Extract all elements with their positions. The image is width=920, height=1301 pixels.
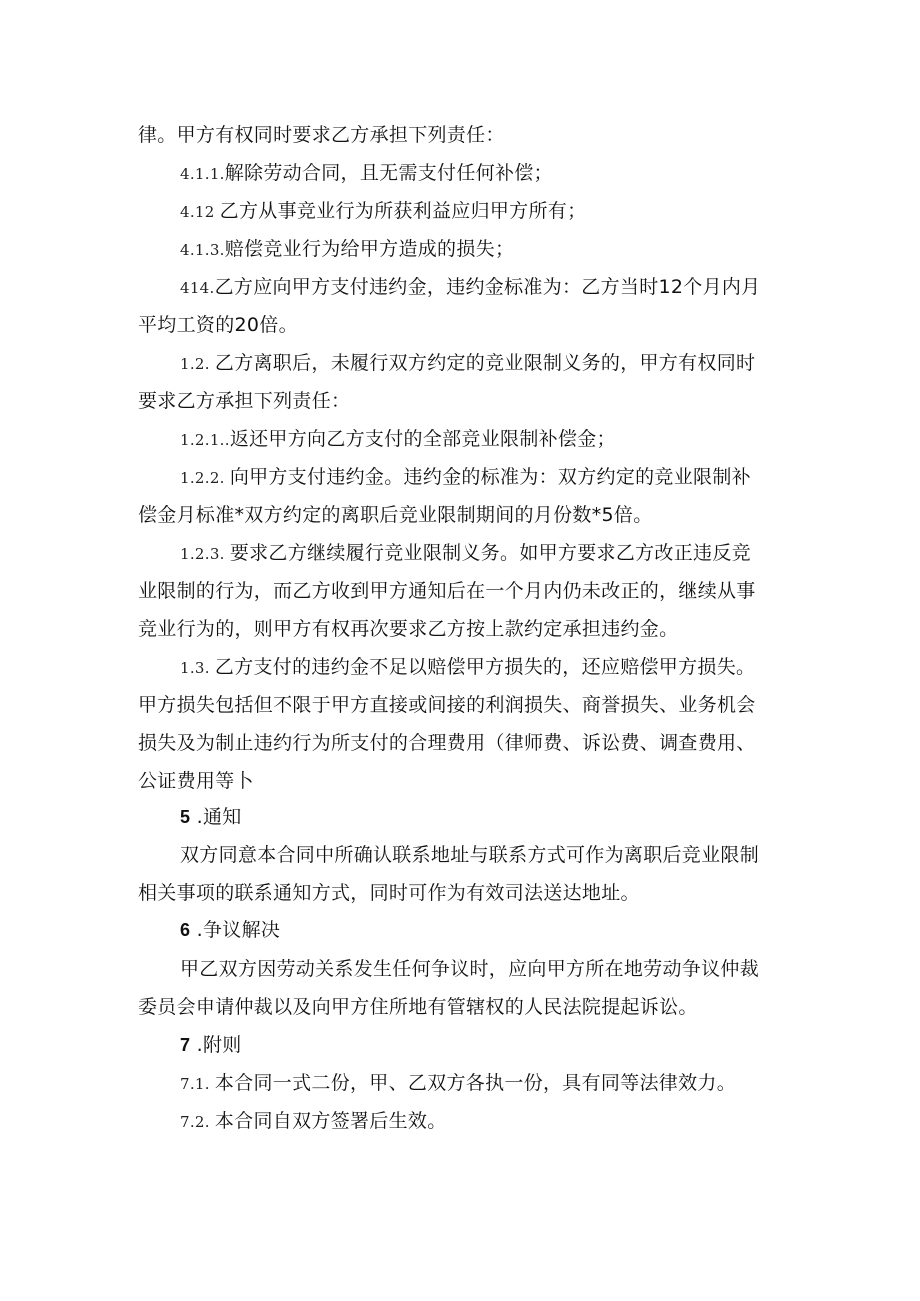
clause-number: 7.1. (180, 1075, 215, 1093)
paragraph-line (180, 843, 759, 867)
line-text: 甲乙双方因劳动关系发生任何争议时，应向甲方所在地劳动争议仲裁 (180, 958, 760, 980)
line-text: 相关事项的联系通知方式，同时可作为有效司法送达地址。 (138, 882, 640, 904)
clause-number: 4.1.3. (180, 241, 225, 259)
section-title: .争议解决 (190, 919, 281, 941)
paragraph-line (138, 313, 298, 337)
paragraph-line (138, 617, 678, 641)
line-text: 乙方支付的违约金不足以赔偿甲方损失的，还应赔偿甲方损失。 (214, 656, 756, 678)
section-heading-notice (180, 805, 242, 829)
line-text: 公证费用等卜 (138, 770, 254, 792)
clause-number: 4.1.1. (180, 165, 225, 183)
section-title: .通知 (190, 806, 242, 828)
clause-4-1-2 (180, 199, 586, 224)
line-text: 返还甲方向乙方支付的全部竞业限制补偿金； (229, 428, 616, 450)
line-text: 损失及为制止违约行为所支付的合理费用（律师费、诉讼费、调查费用、 (138, 732, 756, 754)
clause-number: 1.2. (180, 355, 215, 373)
paragraph-line (138, 731, 756, 755)
line-text: 本合同自双方签署后生效。 (214, 1110, 447, 1132)
paragraph-line (138, 693, 756, 717)
section-title: .附则 (190, 1034, 242, 1056)
line-text: 乙方离职后，未履行双方约定的竞业限制义务的，甲方有权同时 (214, 352, 756, 374)
clause-4-1-4 (180, 275, 761, 300)
clause-1-2 (180, 351, 755, 376)
paragraph-line (138, 123, 505, 147)
paragraph-line (138, 503, 653, 527)
clause-4-1-1 (180, 161, 553, 186)
line-text: 赔偿竞业行为给甲方造成的损失； (224, 238, 515, 260)
line-text: 乙方应向甲方支付违约金，违约金标准为：乙方当时12个月内月 (214, 276, 761, 298)
line-text: 双方同意本合同中所确认联系地址与联系方式可作为离职后竞业限制 (180, 844, 760, 866)
clause-7-1 (180, 1071, 736, 1096)
line-text: 要求乙方继续履行竞业限制义务。如甲方要求乙方改正违反竞 (229, 542, 751, 564)
paragraph-line (138, 389, 350, 413)
clause-7-2 (180, 1109, 447, 1134)
paragraph-line (180, 957, 759, 981)
clause-4-1-3 (180, 237, 514, 262)
paragraph-line (138, 995, 698, 1019)
clause-number: 414. (180, 279, 215, 297)
line-text: 委员会申请仲裁以及向甲方住所地有管辖权的人民法院提起诉讼。 (138, 996, 698, 1018)
clause-number: 7.2. (180, 1113, 215, 1131)
clause-number: 1.2.1.. (180, 431, 230, 449)
clause-number: 1.2.2. (180, 469, 230, 487)
paragraph-line (138, 579, 756, 603)
line-text: 解除劳动合同，且无需支付任何补偿； (224, 162, 553, 184)
line-text: 本合同一式二份，甲、乙双方各执一份，具有同等法律效力。 (214, 1072, 737, 1094)
section-number: 7 (180, 1035, 191, 1055)
section-number: 6 (180, 920, 191, 940)
section-heading-supplementary (180, 1033, 242, 1057)
clause-number: 4.12 (180, 203, 220, 221)
paragraph-line (138, 881, 640, 905)
line-text: 甲方损失包括但不限于甲方直接或间接的利润损失、商誉损失、业务机会 (138, 694, 756, 716)
line-text: 向甲方支付违约金。违约金的标准为：双方约定的竞业限制补 (229, 466, 751, 488)
line-text: 竞业行为的，则甲方有权再次要求乙方按上款约定承担违约金。 (138, 618, 679, 640)
line-text: 平均工资的20倍。 (138, 314, 298, 336)
clause-1-2-3 (180, 541, 751, 566)
clause-1-2-1 (180, 427, 616, 452)
line-text: 业限制的行为，而乙方收到甲方通知后在一个月内仍未改正的，继续从事 (138, 580, 756, 602)
clause-number: 1.2.3. (180, 545, 230, 563)
clause-1-3 (180, 655, 755, 680)
paragraph-line (138, 769, 254, 793)
line-text: 要求乙方承担下列责任： (138, 390, 351, 412)
section-heading-dispute (180, 918, 280, 942)
line-text: 律。甲方有权同时要求乙方承担下列责任： (138, 124, 505, 146)
line-text: 偿金月标准*双方约定的离职后竞业限制期间的月份数*5倍。 (138, 504, 653, 526)
clause-number: 1.3. (180, 659, 215, 677)
clause-1-2-2 (180, 465, 751, 490)
line-text: 乙方从事竞业行为所获利益应归甲方所有； (219, 200, 587, 222)
section-number: 5 (180, 807, 191, 827)
